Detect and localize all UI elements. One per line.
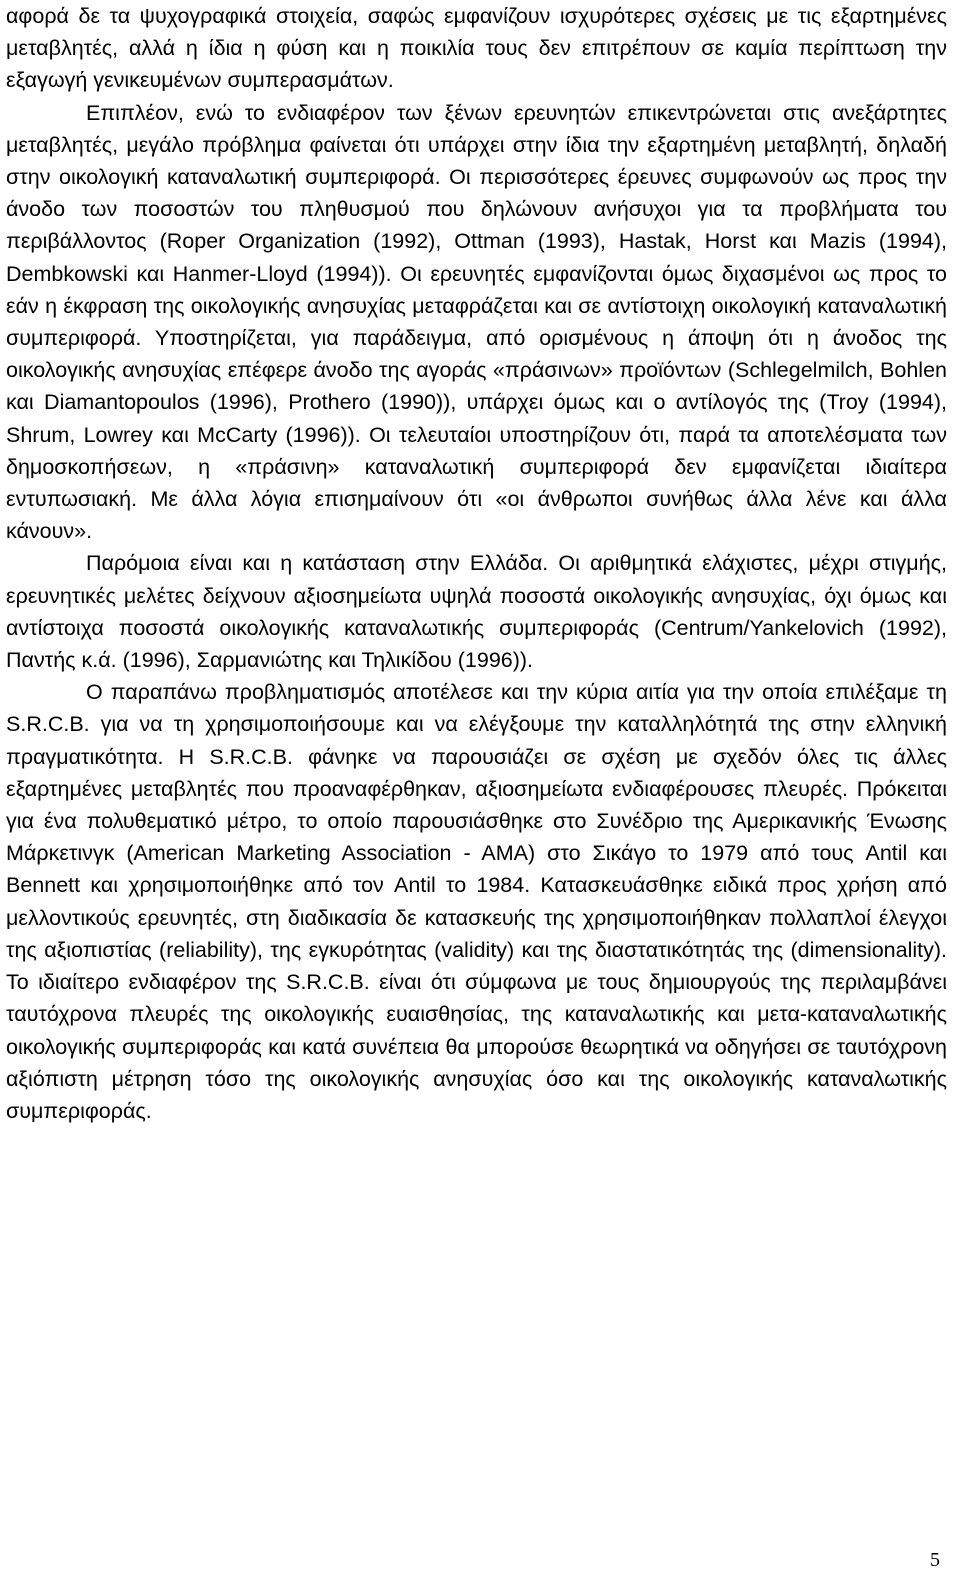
paragraph-greece: Παρόμοια είναι και η κατάσταση στην Ελλάδα. Οι αριθμητικά ελάχιστες, μέχρι στιγμής, ερευνητικές μελέτες δείχνουν αξιοσημείωτα υψηλά ποσοστά οικολογικής ανησυχίας, όχι όμως και αντίστοιχα ποσοστά οικολογικής καταναλωτικής συμπεριφοράς (Centrum/Yankelovich (1992), Παντής κ.ά. (1996), Σαρμανιώτης και Τηλικίδου (1996)). [6,551,947,673]
paragraph-dependent-variable: Επιπλέον, ενώ το ενδιαφέρον των ξένων ερευνητών επικεντρώνεται στις ανεξάρτητες μεταβλητές, μεγάλο πρόβλημα φαίνεται ότι υπάρχει στην ίδια την εξαρτημένη μεταβλητή, δηλαδή στην οικολογική καταναλωτική συμπεριφορά. Οι περισσότερες έρευνες συμφωνούν ως προς την άνοδο των ποσοστών του πληθυσμού που δηλώνουν ανήσυχοι για τα προβλήματα του περιβάλλοντος (Roper Organization (1992), Ottman (1993), Hastak, Horst και Mazis (1994), Dembkowski και Hanmer-Lloyd (1994)). Οι ερευνητές εμφανίζονται όμως διχασμένοι ως προς το εάν η έκφραση της οικολογικής ανησυχίας μεταφράζεται και σε αντίστοιχη οικολογική καταναλωτική συμπεριφορά. Υποστηρίζεται, για παράδειγμα, από ορισμένους η άποψη ότι η άνοδος της οικολογικής ανησυχίας επέφερε άνοδο της αγοράς «πράσινων» προϊόντων (Schlegelmilch, Bohlen και Diamantopoulos (1996), Prothero (1990)), υπάρχει όμως και ο αντίλογός της (Troy (1994), Shrum, Lowrey και McCarty (1996)). Οι τελευταίοι υποστηρίζουν ότι, παρά τα αποτελέσματα των δημοσκοπήσεων, η «πράσινη» καταναλωτική συμπεριφορά δεν εμφανίζεται ιδιαίτερα εντυπωσιακή. Με άλλα λόγια επισημαίνουν ότι «οι άνθρωποι συνήθως άλλα λένε και άλλα κάνουν». [6,100,947,544]
page-number: 5 [930,1549,940,1571]
paragraph-srcb: Ο παραπάνω προβληματισμός αποτέλεσε και την κύρια αιτία για την οποία επιλέξαμε τη S.R.C.B. για να τη χρησιμοποιήσουμε και να ελέγξουμε την καταλληλότητά της στην ελληνική πραγματικότητα. Η S.R.C.B. φάνηκε να παρουσιάζει σε σχέση με σχεδόν όλες τις άλλες εξαρτημένες μεταβλητές που προαναφέρθηκαν, αξιοσημείωτα ενδιαφέρουσες πλευρές. Πρόκειται για ένα πολυθεματικό μέτρο, το οποίο παρουσιάσθηκε στο Συνέδριο της Αμερικανικής Ένωσης Μάρκετινγκ (American Marketing Association - AMA) στο Σικάγο το 1979 από τους Antil και Bennett και χρησιμοποιήθηκε από τον Antil το 1984. Κατασκευάσθηκε ειδικά προς χρήση από μελλοντικούς ερευνητές, στη διαδικασία δε κατασκευής της χρησιμοποιήθηκαν πολλαπλοί έλεγχοι της αξιοπιστίας (reliability), της εγκυρότητας (validity) και της διαστατικότητάς της (dimensionality). Το ιδιαίτερο ενδιαφέρον της S.R.C.B. είναι ότι σύμφωνα με τους δημιουργούς της περιλαμβάνει ταυτόχρονα πλευρές της οικολογικής ευαισθησίας, της καταναλωτικής και μετα-καταναλωτικής οικολογικής συμπεριφοράς και κατά συνέπεια θα μπορούσε θεωρητικά να οδηγήσει σε ταυτόχρονη αξιόπιστη μέτρηση τόσο της οικολογικής ανησυχίας όσο και της οικολογικής καταναλωτικής συμπεριφοράς. [6,680,947,1123]
document-body [6,0,947,1127]
paragraph-continuation: αφορά δε τα ψυχογραφικά στοιχεία, σαφώς εμφανίζουν ισχυρότερες σχέσεις με τις εξαρτημένες μεταβλητές, αλλά η ίδια η φύση και η ποικιλία τους δεν επιτρέπουν σε καμία περίπτωση την εξαγωγή γενικευμένων συμπερασμάτων. [6,4,947,93]
